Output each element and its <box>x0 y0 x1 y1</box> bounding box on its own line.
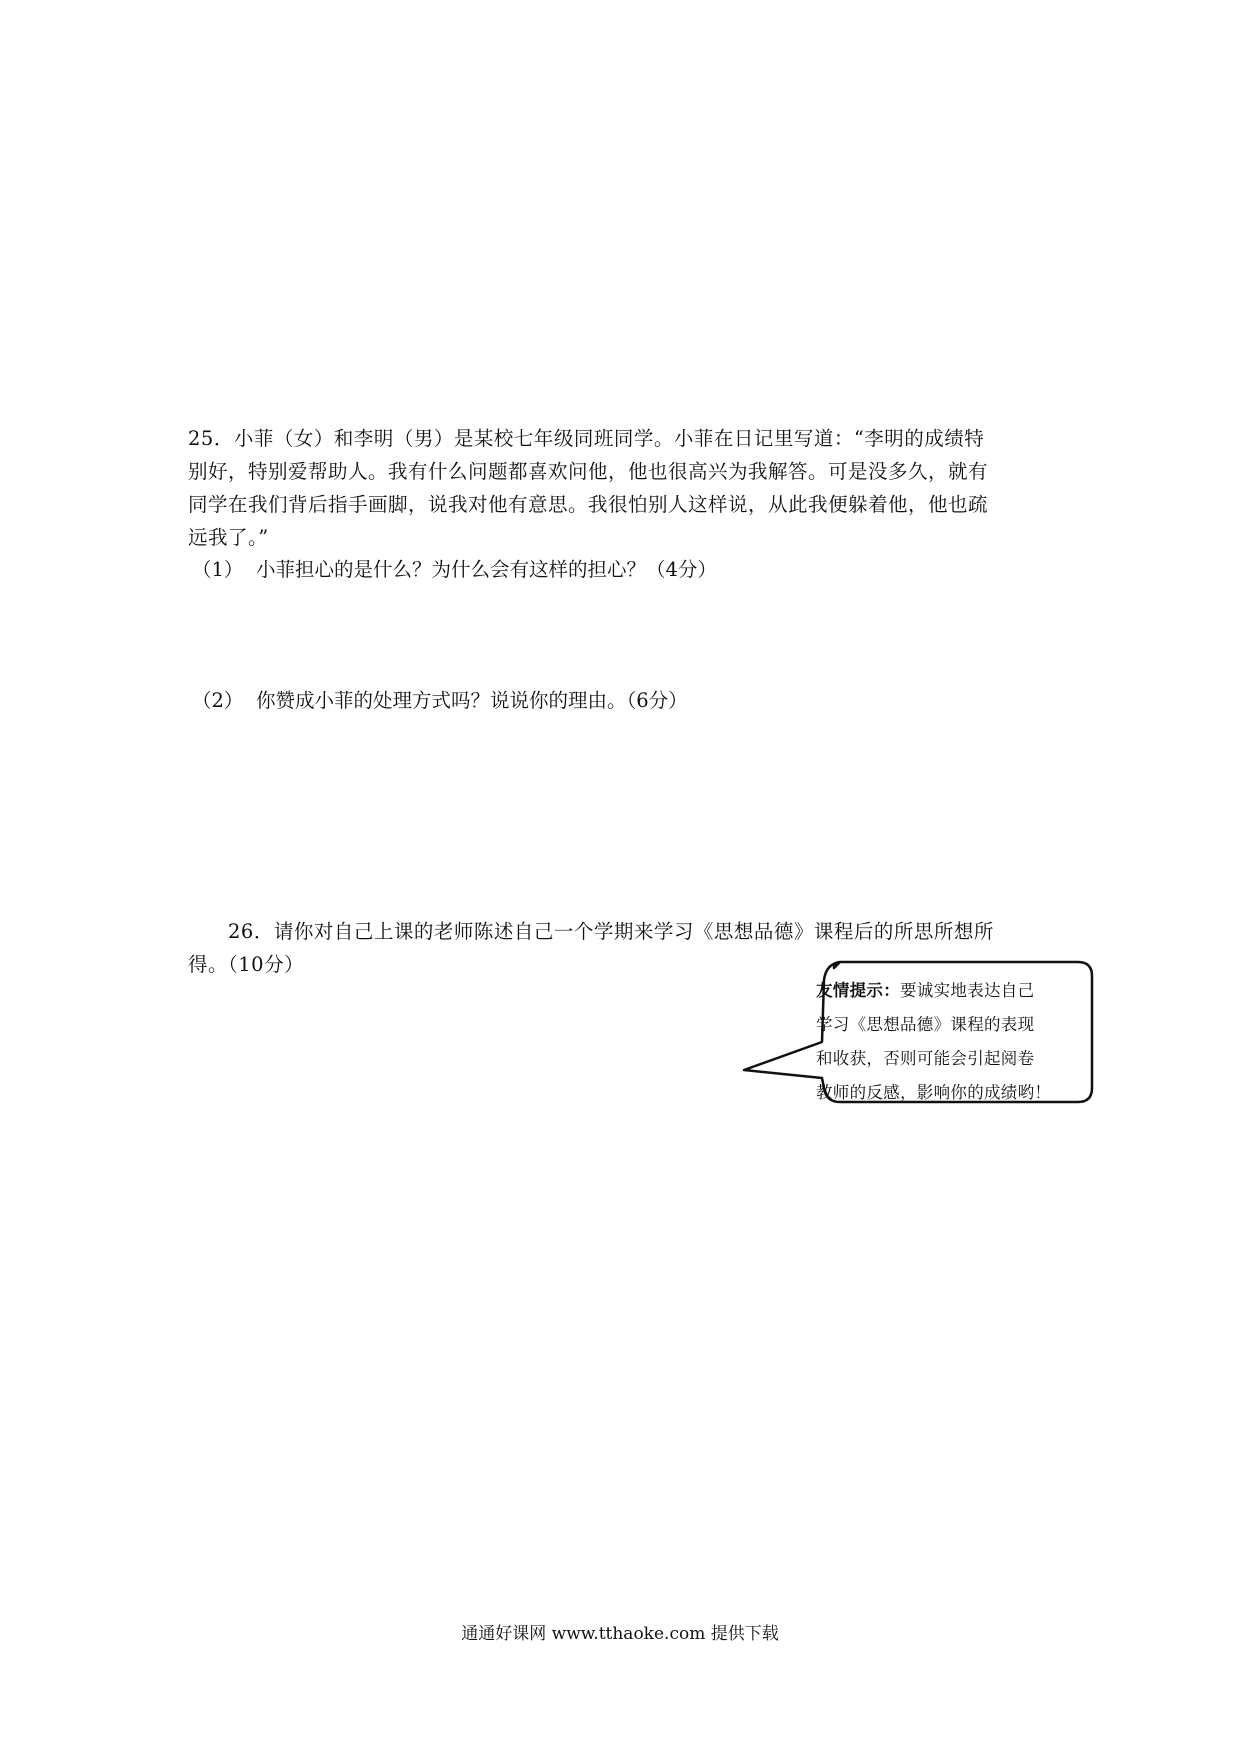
sub-1-number: （1） <box>192 558 244 581</box>
tip-line-1-rest: 要诚实地表达自己 <box>900 981 1035 1000</box>
tip-line-2: 学习《思想品德》课程的表现 <box>816 1015 1035 1034</box>
question-25-line-2: 别好，特别爱帮助人。我有什么问题都喜欢问他，他也很高兴为我解答。可是没多久，就有 <box>188 460 989 483</box>
question-25-line-4: 远我了。” <box>188 526 269 549</box>
question-26-line-2: 得。（10分） <box>188 953 305 976</box>
sub-1-text: 小菲担心的是什么？为什么会有这样的担心？（4分） <box>256 558 717 581</box>
tip-callout <box>736 954 1096 1114</box>
question-25-stem <box>188 422 1058 554</box>
tip-text <box>816 974 1086 1110</box>
question-25-sub-2 <box>192 686 688 716</box>
tip-line-3: 和收获，否则可能会引起阅卷 <box>816 1049 1035 1068</box>
tip-label: 友情提示： <box>816 981 900 1000</box>
tip-line-4: 教师的反感，影响你的成绩哟！ <box>816 1083 1052 1102</box>
question-25-sub-1 <box>192 555 717 585</box>
sub-2-text: 你赞成小菲的处理方式吗？说说你的理由。（6分） <box>256 689 688 712</box>
question-25-line-3: 同学在我们背后指手画脚，说我对他有意思。我很怕别人这样说，从此我便躲着他，他也疏 <box>188 493 989 516</box>
question-26-line-1: 26．请你对自己上课的老师陈述自己一个学期来学习《思想品德》课程后的所思所想所 <box>228 920 994 943</box>
page-footer: 通通好课网 www.tthaoke.com 提供下载 <box>461 1624 779 1644</box>
sub-2-number: （2） <box>192 689 244 712</box>
question-25-line-1: 25．小菲（女）和李明（男）是某校七年级同班同学。小菲在日记里写道：“李明的成绩特 <box>188 427 985 450</box>
tip-line-1 <box>816 974 1086 1008</box>
